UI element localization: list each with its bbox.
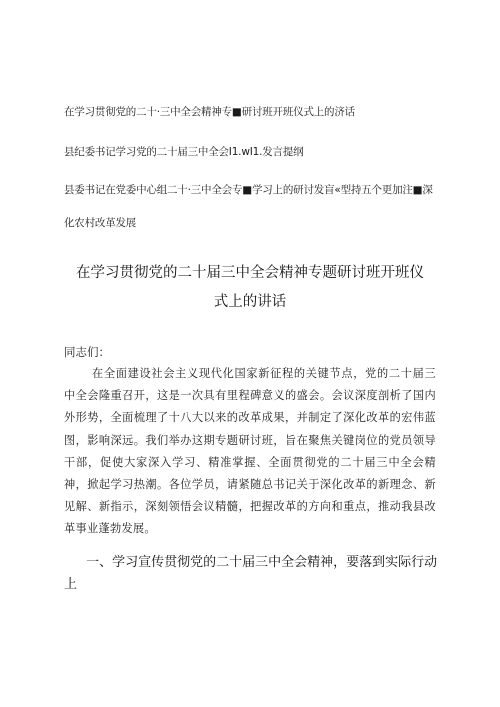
toc-entry-discussion-cont[interactable]: 化农村改革发展 bbox=[64, 217, 137, 229]
toc-entry-speech[interactable]: 在学习贯彻党的二十·三中全会精神专■研讨班开班仪式上的济话 bbox=[64, 106, 355, 118]
document-title-line-2: 式上的讲话 bbox=[213, 294, 287, 310]
section-heading-1: 一、学习宣传贯彻党的二十届三中全会精神，要落到实际行动上 bbox=[64, 555, 438, 592]
document-title-line-1: 在学习贯彻党的二十届三中全会精神专题研讨班开班仪 bbox=[76, 265, 424, 281]
salutation: 同志们： bbox=[64, 345, 110, 359]
opening-paragraph: 在全面建设社会主义现代化国家新征程的关键节点，党的二十届三中全会隆重召开，这是一次具有里程碑意义的盛会。会议深度剖析了国内外形势，全面梳理了十八大以来的改革成果，并制定了深化改革的宏伟蓝图，影响深远。我们举办这期专题研讨班，旨在聚焦关键岗位的党员领导干部，促使大家深入学习、精准掌握、全面贯彻党的二十届三中全会精神，掀起学习热潮。各位学员，请紧随总书记关于深化改革的新理念、新见解、新指示，深刻领悟会议精髓，把握改革的方向和重点，推动我县改革事业蓬勃发展。 bbox=[64, 367, 436, 536]
toc-entry-outline[interactable]: 县纪委书记学习党的二十届三中全会I1.wI1.发言提纲 bbox=[64, 146, 304, 158]
toc-entry-discussion[interactable]: 县委书记在党委中心组二十·三中全会专■学习上的研讨发盲«型持五个更加注■深 bbox=[64, 184, 433, 196]
